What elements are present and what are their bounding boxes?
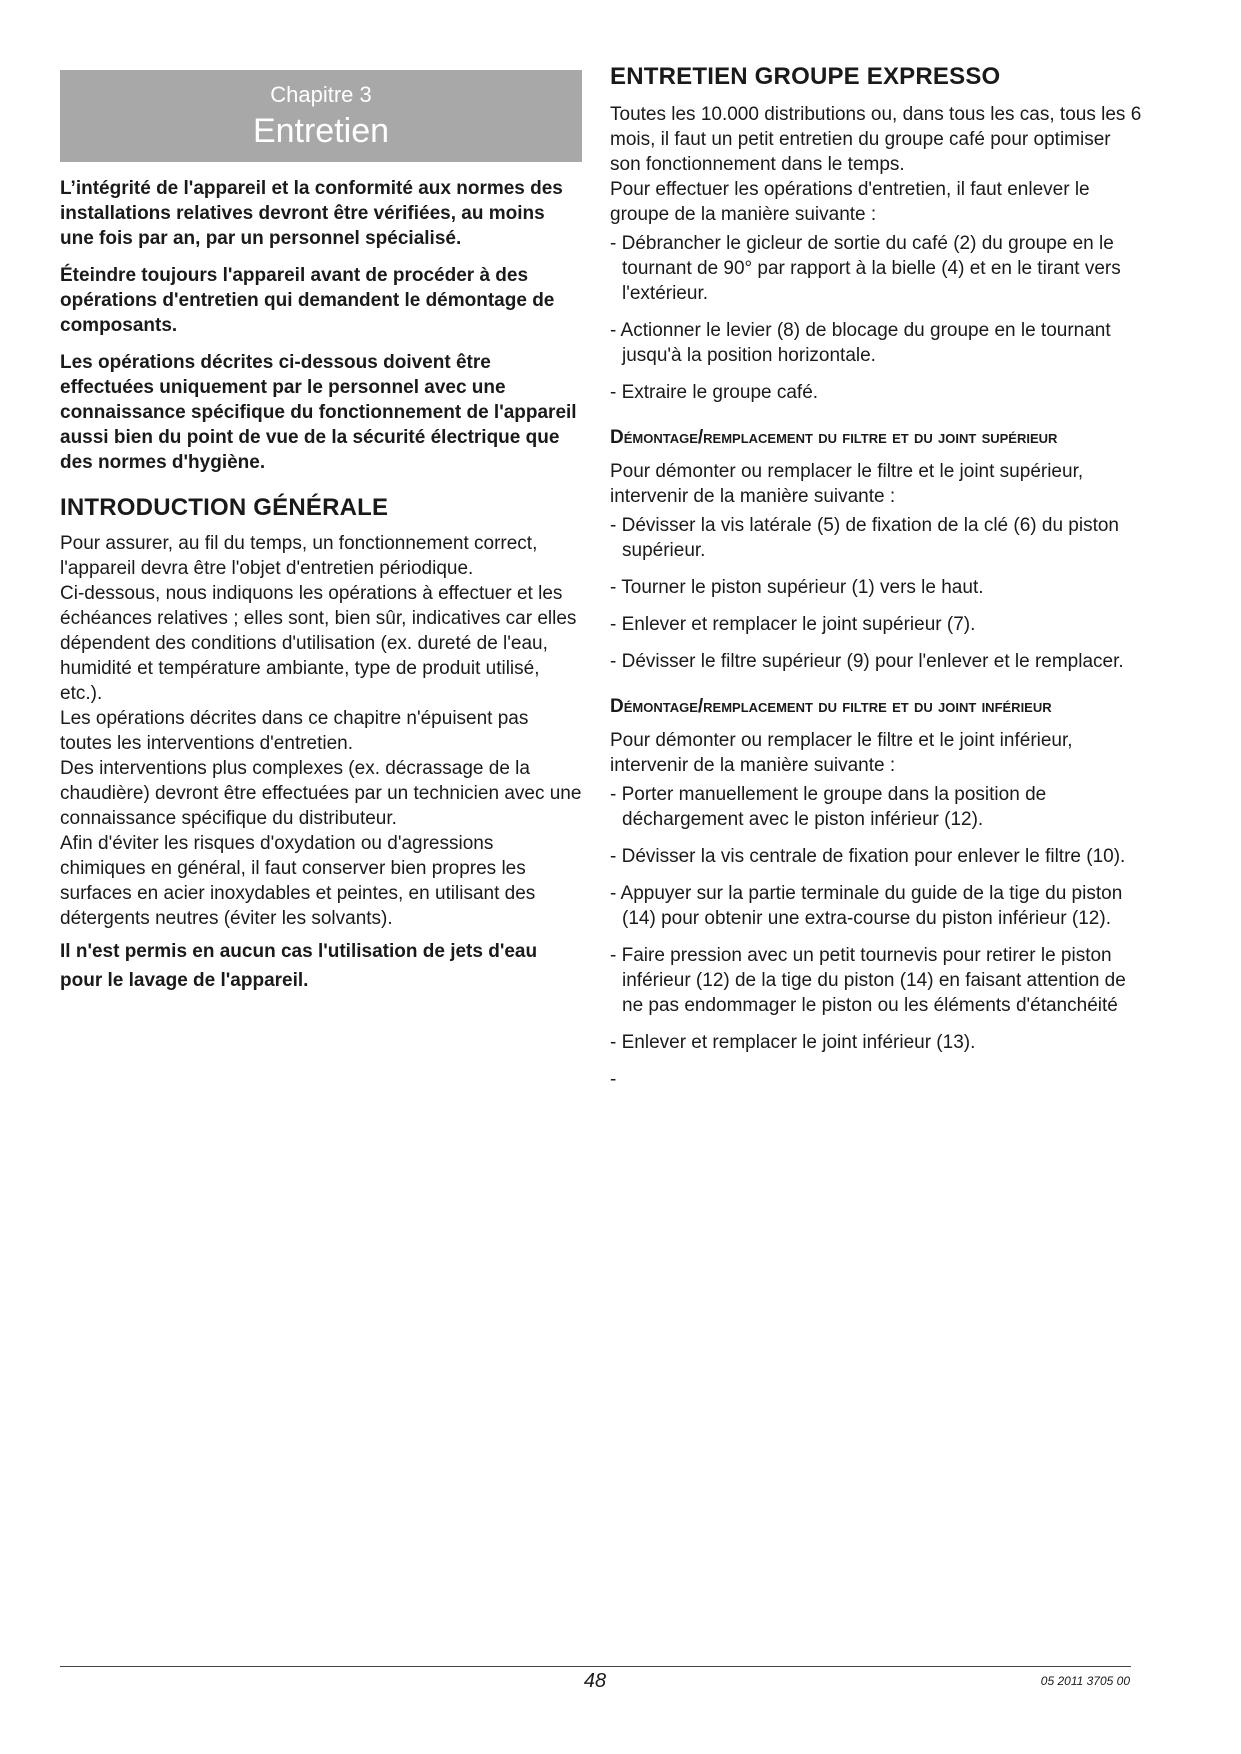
body-paragraph: Les opérations décrites dans ce chapitre n'épuisent pas toutes les interventions d'entretien.	[60, 708, 529, 754]
document-code: 05 2011 3705 00	[1040, 1674, 1130, 1688]
list-item: -	[610, 1069, 617, 1090]
list-item: - Porter manuellement le groupe dans la position de déchargement avec le piston inférieur (12).	[610, 784, 1047, 830]
list-item: - Enlever et remplacer le joint inférieur (13).	[610, 1032, 976, 1053]
list-item: - Dévisser la vis latérale (5) de fixation de la clé (6) du piston supérieur.	[610, 515, 1120, 561]
list-item: - Actionner le levier (8) de blocage du groupe en le tournant jusqu'à la position horizontale.	[610, 320, 1111, 366]
intro-bold-3: Les opérations décrites ci-dessous doivent être effectuées uniquement par le personnel avec une connaissance spécifique du fonctionnement de l'appareil aussi bien du point de vue de la sécurité électrique que des normes d'hygiène.	[60, 352, 577, 473]
list-item: - Faire pression avec un petit tournevis pour retirer le piston inférieur (12) de la tige du piston (14) en faisant attention de ne pas endommager le piston ou les éléments d'étanchéité	[610, 945, 1126, 1016]
subsection-title-superieur: Démontage/remplacement du filtre et du joint supérieur	[610, 427, 1058, 448]
subsection-title-inferieur: Démontage/remplacement du filtre et du joint inférieur	[610, 696, 1052, 717]
left-column	[60, 176, 582, 1007]
intro-bold-2: Éteindre toujours l'appareil avant de procéder à des opérations d'entretien qui demandent le démontage de composants.	[60, 265, 555, 336]
subsection-intro: Pour démonter ou remplacer le filtre et le joint supérieur, intervenir de la manière suivante :	[610, 461, 1084, 507]
list-item: - Appuyer sur la partie terminale du guide de la tige du piston (14) pour obtenir une extra-course du piston inférieur (12).	[610, 883, 1123, 929]
body-paragraph: Pour assurer, au fil du temps, un fonctionnement correct, l'appareil devra être l'objet d'entretien périodique.	[60, 533, 538, 579]
intro-paragraph: Pour effectuer les opérations d'entretien, il faut enlever le groupe de la manière suivante :	[610, 179, 1090, 225]
page-number: 48	[583, 1670, 607, 1692]
list-item: - Tourner le piston supérieur (1) vers le haut.	[610, 577, 984, 598]
subsection-intro: Pour démonter ou remplacer le filtre et le joint inférieur, intervenir de la manière suivante :	[610, 730, 1073, 776]
section-title-introduction: INTRODUCTION GÉNÉRALE	[60, 494, 389, 521]
intro-paragraph: Toutes les 10.000 distributions ou, dans tous les cas, tous les 6 mois, il faut un petit entretien du groupe café pour optimiser son fonctionnement dans le temps.	[610, 104, 1142, 175]
body-paragraph: Des interventions plus complexes (ex. décrassage de la chaudière) devront être effectuées par un technicien avec une connaissance spécifique du distributeur.	[60, 758, 582, 829]
warning-text: Il n'est permis en aucun cas l'utilisation de jets d'eau pour le lavage de l'appareil.	[60, 941, 538, 991]
body-paragraph: Ci-dessous, nous indiquons les opérations à effectuer et les échéances relatives ; elles sont, bien sûr, indicatives car elles dépendent des conditions d'utilisation (ex. dureté de l'eau, humidité et température ambiante, type de produit utilisé, etc.).	[60, 583, 577, 704]
list-item: - Extraire le groupe café.	[610, 382, 819, 403]
list-item: - Dévisser le filtre supérieur (9) pour l'enlever et le remplacer.	[610, 651, 1124, 672]
body-paragraph: Afin d'éviter les risques d'oxydation ou d'agressions chimiques en général, il faut conserver bien propres les surfaces en acier inoxydables et peintes, en utilisant des détergents neutres (éviter les solvants).	[60, 833, 536, 929]
chapter-title: Entretien	[252, 112, 390, 150]
section-title-expresso: ENTRETIEN GROUPE EXPRESSO	[610, 63, 1001, 90]
chapter-number: Chapitre 3	[270, 82, 372, 107]
right-column	[610, 62, 1142, 1104]
chapter-banner	[60, 70, 582, 162]
list-item: - Dévisser la vis centrale de fixation pour enlever le filtre (10).	[610, 846, 1126, 867]
intro-bold-1: L’intégrité de l'appareil et la conformité aux normes des installations relatives devront être vérifiées, au moins une fois par an, par un personnel spécialisé.	[60, 178, 563, 249]
list-item: - Enlever et remplacer le joint supérieur (7).	[610, 614, 976, 635]
footer-divider	[60, 1666, 1131, 1667]
list-item: - Débrancher le gicleur de sortie du café (2) du groupe en le tournant de 90° par rapport à la bielle (4) et en le tirant vers l'extérieur.	[610, 233, 1121, 304]
